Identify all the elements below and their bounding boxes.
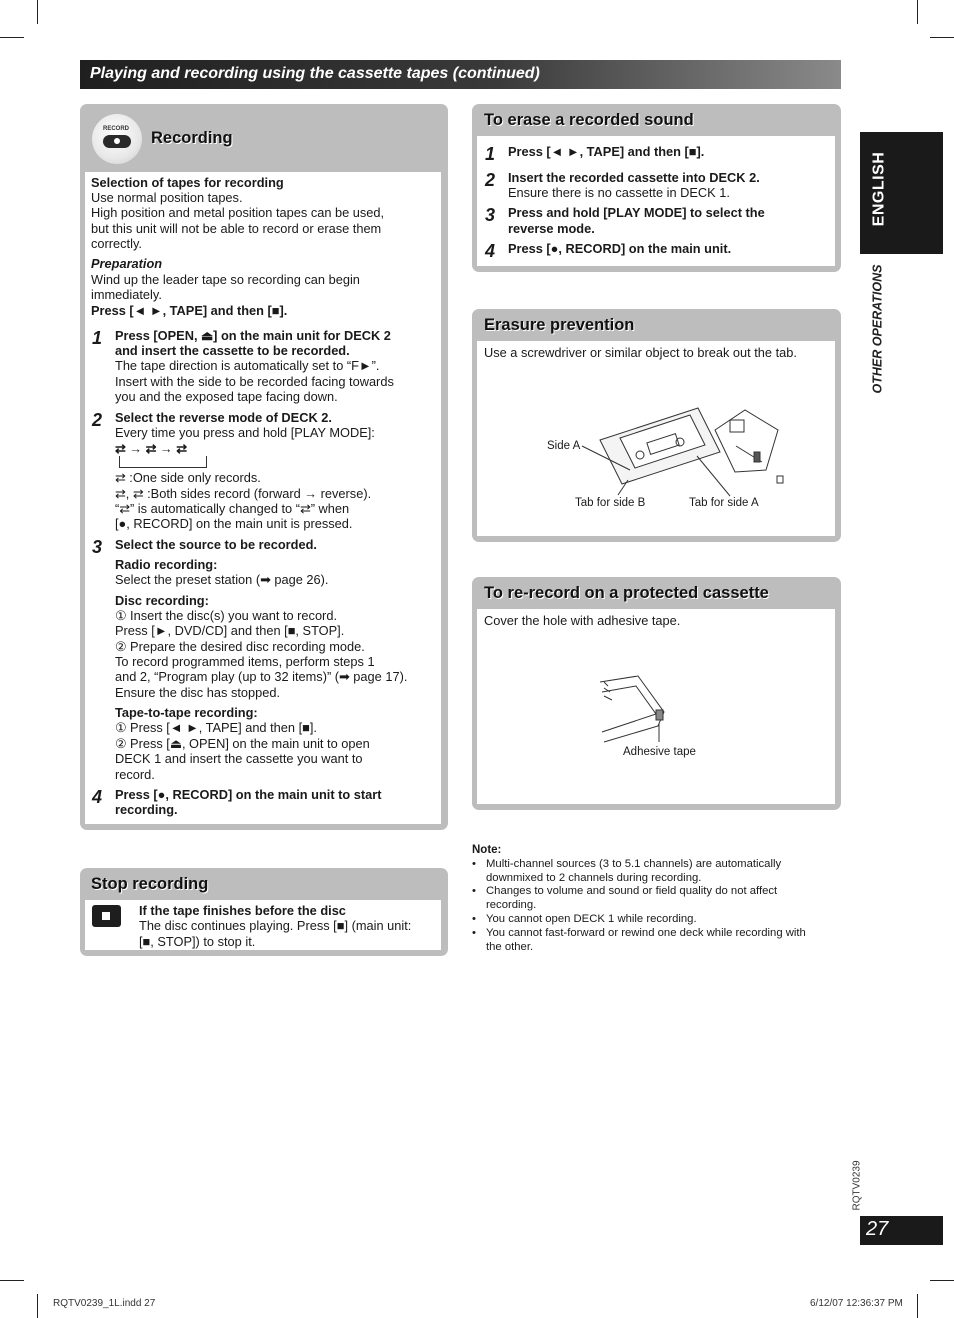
- step-number: 4: [485, 241, 496, 261]
- prevention-heading: Erasure prevention: [484, 316, 635, 334]
- disc-line: Press [►, DVD/CD] and then [■, STOP].: [115, 623, 345, 638]
- crop-mark: [0, 1280, 24, 1281]
- stop-title: If the tape finishes before the disc: [139, 903, 346, 918]
- prevention-text: Use a screwdriver or similar object to break out the tab.: [484, 345, 797, 360]
- step1-title: Press [OPEN, ⏏] on the main unit for DECK 2: [115, 328, 391, 343]
- prep-line: Wind up the leader tape so recording can begin: [91, 272, 360, 287]
- note-item: Multi-channel sources (3 to 5.1 channels) are automatically: [486, 858, 782, 870]
- step2-line: “⇄” is automatically changed to “⇄” when: [115, 501, 350, 516]
- label-tab-b: Tab for side B: [575, 497, 646, 509]
- recording-heading: Recording: [151, 129, 233, 147]
- crop-mark: [0, 37, 24, 38]
- step2-line: [●, RECORD] on the main unit is pressed.: [115, 516, 353, 531]
- tape-title: Tape-to-tape recording:: [115, 705, 258, 720]
- selection-line: correctly.: [91, 236, 142, 251]
- step4-title: Press [●, RECORD] on the main unit to start: [115, 787, 382, 802]
- erase-step-title: Press and hold [PLAY MODE] to select the: [508, 205, 765, 220]
- erase-step-text: Ensure there is no cassette in DECK 1.: [508, 185, 730, 200]
- crop-mark: [917, 0, 918, 24]
- step2-line: ⇄, ⇄ :Both sides record (forward → reverse).: [115, 486, 372, 501]
- label-side-a: Side A: [547, 440, 581, 452]
- section-banner: [80, 60, 841, 89]
- rerecord-text: Cover the hole with adhesive tape.: [484, 613, 681, 628]
- erase-step-title: Press [●, RECORD] on the main unit.: [508, 241, 732, 256]
- step1-line: The tape direction is automatically set to “F►”.: [115, 358, 380, 373]
- erase-step-title: Insert the recorded cassette into DECK 2.: [508, 170, 760, 185]
- note-item: Changes to volume and sound or field quality do not affect: [486, 885, 778, 897]
- selection-line: Use normal position tapes.: [91, 190, 243, 205]
- selection-line: High position and metal position tapes can be used,: [91, 205, 385, 220]
- note-item: You cannot open DECK 1 while recording.: [486, 913, 697, 925]
- note-bullet: •: [472, 858, 476, 870]
- disc-line: Ensure the disc has stopped.: [115, 685, 281, 700]
- disc-line: ② Prepare the desired disc recording mode.: [115, 639, 365, 654]
- note-item: downmixed to 2 channels during recording.: [486, 872, 702, 884]
- crop-mark: [37, 0, 38, 24]
- tape-line: record.: [115, 767, 155, 782]
- record-icon-label: RECORD: [103, 126, 130, 132]
- crop-mark: [930, 37, 954, 38]
- stop-line: The disc continues playing. Press [■] (main unit:: [139, 918, 412, 933]
- cycle-arrow: [119, 456, 207, 468]
- disc-line: and 2, “Program play (up to 32 items)” (➡ page 17).: [115, 669, 408, 684]
- erase-step-title: Press [◄ ►, TAPE] and then [■].: [508, 144, 705, 159]
- tape-line: ① Press [◄ ►, TAPE] and then [■].: [115, 720, 317, 735]
- selection-title: Selection of tapes for recording: [91, 175, 284, 190]
- tape-line: ② Press [⏏, OPEN] on the main unit to open: [115, 736, 370, 751]
- prep-line: immediately.: [91, 287, 162, 302]
- record-button-icon: [92, 114, 142, 164]
- step-number: 1: [485, 144, 496, 164]
- step-number: 3: [92, 537, 103, 557]
- step2-line: Every time you press and hold [PLAY MODE]:: [115, 425, 375, 440]
- language-tab: [860, 132, 943, 254]
- footer-file: RQTV0239_1L.indd 27: [53, 1298, 156, 1309]
- selection-line: but this unit will not be able to record or erase them: [91, 221, 382, 236]
- step1-line: you and the exposed tape facing down.: [115, 389, 338, 404]
- section-label: OTHER OPERATIONS: [870, 264, 885, 394]
- prep-title: Preparation: [91, 256, 163, 271]
- erase-heading: To erase a recorded sound: [484, 111, 694, 129]
- label-tab-a: Tab for side A: [689, 497, 759, 509]
- disc-line: To record programmed items, perform steps 1: [115, 654, 375, 669]
- disc-line: ① Insert the disc(s) you want to record.: [115, 608, 337, 623]
- crop-mark: [37, 1294, 38, 1318]
- reverse-mode-sequence: ⇄ → ⇄ → ⇄: [115, 441, 187, 456]
- step2-line: ⇄ :One side only records.: [115, 470, 261, 485]
- page-number-box: [860, 1216, 943, 1245]
- step1-title: and insert the cassette to be recorded.: [115, 343, 350, 358]
- rerecord-heading: To re-record on a protected cassette: [484, 584, 769, 602]
- stop-heading: Stop recording: [91, 875, 209, 893]
- radio-line: Select the preset station (➡ page 26).: [115, 572, 329, 587]
- step-number: 1: [92, 328, 103, 348]
- stop-line: [■, STOP]) to stop it.: [139, 934, 256, 949]
- step-number: 3: [485, 205, 496, 225]
- note-item: the other.: [486, 941, 534, 953]
- note-title: Note:: [472, 844, 502, 856]
- note-item: recording.: [486, 899, 537, 911]
- footer-timestamp: 6/12/07 12:36:37 PM: [810, 1298, 903, 1309]
- erase-step-title: reverse mode.: [508, 221, 595, 236]
- step4-title: recording.: [115, 802, 178, 817]
- disc-title: Disc recording:: [115, 593, 209, 608]
- step3-title: Select the source to be recorded.: [115, 537, 317, 552]
- tape-line: DECK 1 and insert the cassette you want to: [115, 751, 363, 766]
- label-adhesive-tape: Adhesive tape: [623, 746, 696, 758]
- language-label: ENGLISH: [870, 151, 888, 227]
- note-item: You cannot fast-forward or rewind one deck while recording with: [486, 927, 806, 939]
- stop-button-icon: [92, 905, 121, 927]
- prep-press: Press [◄ ►, TAPE] and then [■].: [91, 303, 288, 318]
- step1-line: Insert with the side to be recorded facing towards: [115, 374, 394, 389]
- crop-mark: [930, 1280, 954, 1281]
- page-number: 27: [866, 1218, 889, 1240]
- note-bullet: •: [472, 885, 476, 897]
- crop-mark: [917, 1294, 918, 1318]
- radio-title: Radio recording:: [115, 557, 218, 572]
- step-number: 2: [92, 410, 103, 430]
- adhesive-tape-illustration: [598, 674, 670, 744]
- document-code: RQTV0239: [851, 1160, 863, 1211]
- note-bullet: •: [472, 913, 476, 925]
- step2-title: Select the reverse mode of DECK 2.: [115, 410, 332, 425]
- step-number: 4: [92, 787, 103, 807]
- banner-title: Playing and recording using the cassette tapes (continued): [90, 65, 540, 82]
- note-bullet: •: [472, 927, 476, 939]
- step-number: 2: [485, 170, 496, 190]
